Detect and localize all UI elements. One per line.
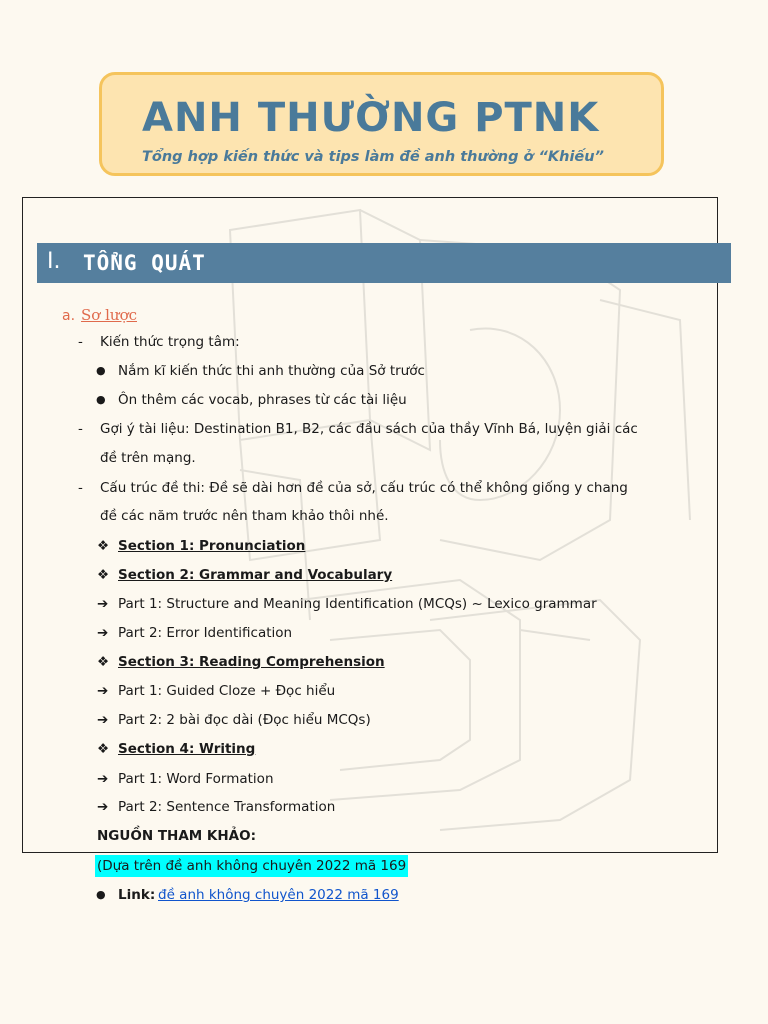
list-item-continuation: đề trên mạng. (100, 450, 196, 466)
arrow-marker: ➔ (97, 771, 109, 787)
part-item: Part 2: Error Identification (118, 625, 293, 641)
part-item: Part 2: Sentence Transformation (118, 799, 336, 815)
bullet-marker: ● (96, 888, 106, 901)
arrow-marker: ➔ (97, 596, 109, 612)
part-item: Part 1: Word Formation (118, 771, 274, 787)
reference-link[interactable]: đề anh không chuyên 2022 mã 169 (158, 887, 399, 903)
diamond-marker: ❖ (97, 654, 110, 670)
section-item: Section 4: Writing (118, 741, 256, 757)
section-item: Section 2: Grammar and Vocabulary (118, 567, 393, 583)
list-item: Kiến thức trọng tâm: (100, 334, 240, 350)
list-item: Gợi ý tài liệu: Destination B1, B2, các đầu sách của thầy Vĩnh Bá, luyện giải các (100, 421, 638, 437)
arrow-marker: ➔ (97, 799, 109, 815)
arrow-marker: ➔ (97, 712, 109, 728)
list-item: Ôn thêm các vocab, phrases từ các tài liệu (118, 392, 407, 408)
document-title: ANH THƯỜNG PTNK (142, 95, 600, 141)
title-banner (99, 72, 664, 176)
section-number: I. (47, 249, 61, 274)
dash-marker: - (78, 334, 83, 350)
dash-marker: - (78, 480, 83, 496)
link-label: Link: (118, 887, 156, 903)
diamond-marker: ❖ (97, 538, 110, 554)
list-item: Nắm kĩ kiến thức thi anh thường của Sở trước (118, 363, 425, 379)
bullet-marker: ● (96, 393, 106, 406)
subsection-heading (62, 306, 137, 324)
dash-marker: - (78, 421, 83, 437)
reference-heading: NGUỒN THAM KHẢO: (97, 828, 256, 844)
section-title: TỔNG QUÁT (83, 251, 206, 275)
list-item-continuation: đề các năm trước nên tham khảo thôi nhé. (100, 508, 389, 524)
section-item: Section 1: Pronunciation (118, 538, 306, 554)
part-item: Part 2: 2 bài đọc dài (Đọc hiểu MCQs) (118, 712, 371, 728)
diamond-marker: ❖ (97, 741, 110, 757)
arrow-marker: ➔ (97, 625, 109, 641)
list-item: Cấu trúc đề thi: Đề sẽ dài hơn đề của sở, cấu trúc có thể không giống y chang (100, 480, 628, 496)
section-heading (37, 243, 731, 283)
bullet-marker: ● (96, 364, 106, 377)
diamond-marker: ❖ (97, 567, 110, 583)
section-item: Section 3: Reading Comprehension (118, 654, 385, 670)
subsection-label: a. (62, 308, 76, 324)
part-item: Part 1: Guided Cloze + Đọc hiểu (118, 683, 336, 699)
document-subtitle: Tổng hợp kiến thức và tips làm đề anh thường ở “Khiếu” (142, 149, 604, 165)
reference-note: (Dựa trên đề anh không chuyên 2022 mã 169 (95, 855, 408, 877)
arrow-marker: ➔ (97, 683, 109, 699)
part-item: Part 1: Structure and Meaning Identification (MCQs) ~ Lexico grammar (118, 596, 597, 612)
subsection-title: Sơ lược (81, 306, 137, 324)
